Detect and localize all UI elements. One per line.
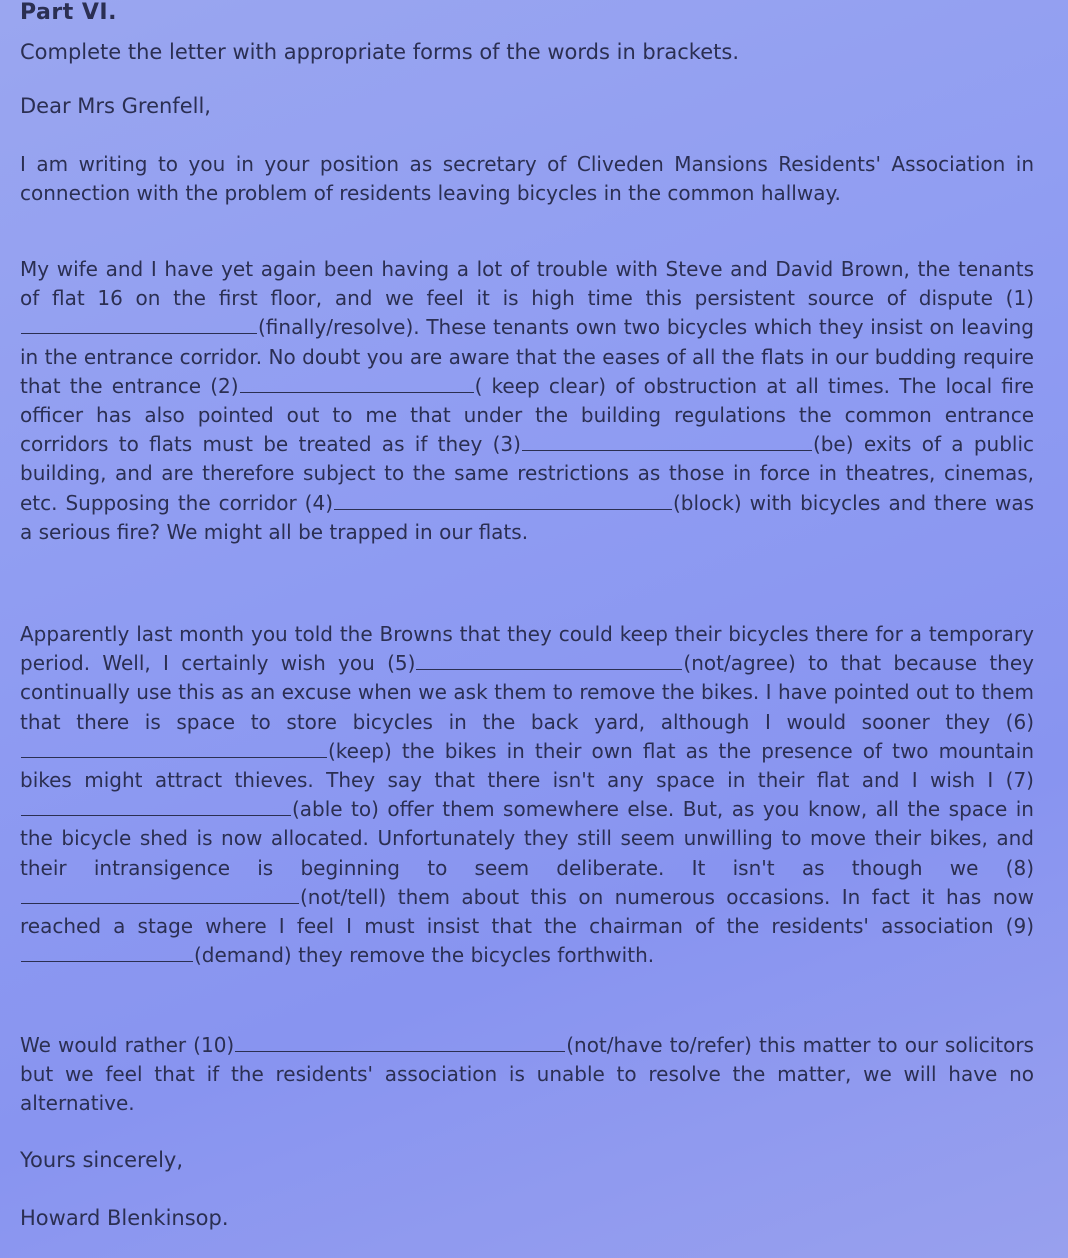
paragraph-2-text-a: My wife and I have yet again been having a lot of trouble with Steve and David Brown, the tenants of flat 16 on the first floor, and we feel it is high time this persistent source of dispute (1) [20, 257, 1034, 311]
paragraph-3-text-b: (not/agree) to that because they continually use this as an excuse when we ask them to remove the bikes. I have pointed out to them that there is space to store bicycles in the back yard, although I would sooner they (6) [20, 651, 1034, 734]
paragraph-1-text: I am writing to you in your position as secretary of Cliveden Mansions Residents' Association in connection with the problem of residents leaving bicycles in the common hallway. [20, 152, 1034, 206]
paragraph-3-text-d: (able to) offer them somewhere else. But, as you know, all the space in the bicycle shed is now allocated. Unfortunately they still seem unwilling to move their bikes, and their intransigence is beginning to seem deliberate. It isn't as though we (8) [20, 797, 1034, 880]
paragraph-4-text-b: (not/have to/refer) this matter to our solicitors but we feel that if the residents' association is unable to resolve the matter, we will have no alternative. [20, 1033, 1034, 1116]
blank-5[interactable] [416, 649, 682, 670]
blank-7[interactable] [21, 795, 291, 816]
blank-6[interactable] [21, 737, 327, 758]
paragraph-2-text-c: ( keep clear) of obstruction at all times. The local fire officer has also pointed out to me that under the building regulations the common entrance corridors to flats must be treated as if they (3) [20, 373, 1034, 457]
blank-4[interactable] [334, 489, 672, 510]
blank-3[interactable] [522, 430, 812, 451]
paragraph-2-text-b: (finally/resolve). These tenants own two bicycles which they insist on leaving in the entrance corridor. No doubt you are aware that the eases of all the flats in our budding require that the entrance (2) [20, 315, 1034, 398]
paragraph-1 [20, 150, 1034, 208]
paragraph-3-text-e: (not/tell) them about this on numerous occasions. In fact it has now reached a stage where I feel I must insist that the chairman of the residents' association (9) [20, 884, 1034, 939]
blank-2[interactable] [240, 372, 474, 393]
blank-10[interactable] [235, 1031, 565, 1052]
paragraph-2-text-e: (block) with bicycles and there was a serious fire? We might all be trapped in our flats. [20, 490, 1034, 544]
paragraph-3-text-f: (demand) they remove the bicycles forthwith. [194, 943, 655, 968]
paragraph-3-text-a: Apparently last month you told the Browns that they could keep their bicycles there for a temporary period. Well, I certainly wish you (5) [20, 622, 1034, 676]
letter-signature: Howard Blenkinsop. [20, 1206, 229, 1230]
paragraph-3-text-c: (keep) the bikes in their own flat as the presence of two mountain bikes might attract thieves. They say that there isn't any space in their flat and I wish I (7) [20, 738, 1034, 793]
letter-closing: Yours sincerely, [20, 1148, 184, 1172]
paragraph-4 [20, 1031, 1034, 1119]
paragraph-4-text-a: We would rather (10) [20, 1033, 235, 1057]
blank-1[interactable] [21, 313, 257, 334]
paragraph-2 [20, 255, 1034, 547]
instruction-text: Complete the letter with appropriate forms of the words in brackets. [20, 40, 739, 64]
paragraph-3 [20, 620, 1034, 970]
part-heading: Part VI. [20, 0, 117, 25]
paragraph-2-text-d: (be) exits of a public building, and are therefore subject to the same restrictions as those in force in theatres, cinemas, etc. Supposing the corridor (4) [20, 432, 1035, 515]
blank-9[interactable] [21, 941, 193, 962]
letter-salutation: Dear Mrs Grenfell, [20, 94, 211, 118]
blank-8[interactable] [21, 883, 299, 904]
